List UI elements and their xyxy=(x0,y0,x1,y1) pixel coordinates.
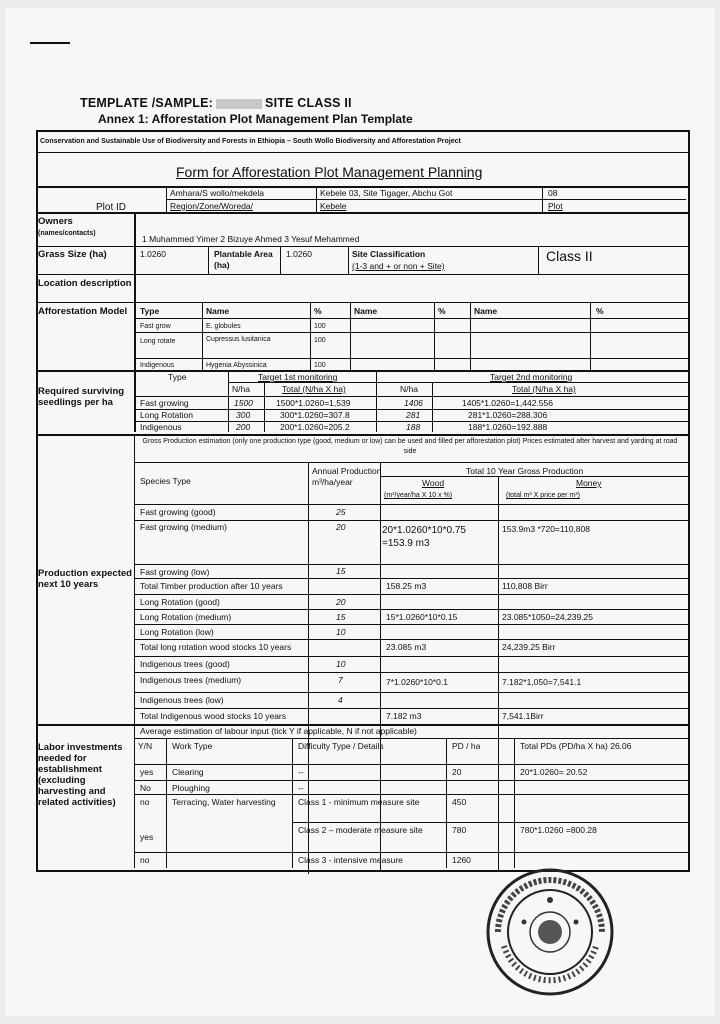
model-pct: 100 xyxy=(314,337,326,344)
divider xyxy=(134,564,688,565)
annual: 4 xyxy=(338,695,343,705)
form-frame xyxy=(36,130,688,870)
species: Indigenous trees (low) xyxy=(140,695,224,705)
labor-work: Ploughing xyxy=(172,783,210,793)
total10-header: Total 10 Year Gross Production xyxy=(466,466,584,476)
production-label: Production expected next 10 years xyxy=(38,568,132,590)
divider xyxy=(36,274,688,275)
divider xyxy=(292,822,688,823)
divider xyxy=(348,246,349,274)
form-title: Form for Afforestation Plot Management Planning xyxy=(176,164,483,180)
model-header-name: Name xyxy=(206,306,230,316)
species: Total Indigenous wood stocks 10 years xyxy=(140,711,287,721)
labor-pd: 1260 xyxy=(452,855,471,865)
owners-value: 1 Muhammed Yimer 2 Bizuye Ahmed 3 Yesuf Mehammed xyxy=(142,234,360,244)
annual: 15 xyxy=(336,566,346,576)
divider xyxy=(134,462,688,463)
seedling-t1: 1500*1.0260=1,539 xyxy=(276,398,351,408)
money: 23.085*1050=24,239.25 xyxy=(502,612,593,622)
species: Long Rotation (medium) xyxy=(140,612,232,622)
labor-yn: no xyxy=(140,797,150,807)
model-name: Cupressus lusitanica xyxy=(206,336,271,343)
model-name: E. globules xyxy=(206,323,241,330)
plot-id-label: Plot ID xyxy=(96,202,127,213)
template-prefix: TEMPLATE /SAMPLE: xyxy=(80,96,214,110)
divider xyxy=(134,852,688,853)
labor-work: Terracing, Water harvesting xyxy=(172,797,276,807)
total-header-1: Total (N/ha X ha) xyxy=(282,384,346,394)
labor-header-yn: Y/N xyxy=(138,741,153,751)
species: Total long rotation wood stocks 10 years xyxy=(140,642,292,652)
seedling-n2: 188 xyxy=(406,422,421,432)
labor-pd: 780 xyxy=(452,825,467,835)
species: Indigenous trees (medium) xyxy=(140,675,242,685)
labor-yn: No xyxy=(140,783,151,793)
owners-sublabel: (names/contacts) xyxy=(38,230,96,237)
divider xyxy=(166,738,167,868)
n-ha-header-1: N/ha xyxy=(232,384,250,394)
labor-pd: 450 xyxy=(452,797,467,807)
wood-header: Wood xyxy=(422,478,445,488)
target2-header: Target 2nd monitoring xyxy=(490,372,573,382)
divider xyxy=(380,462,381,872)
model-header-name3: Name xyxy=(474,306,498,316)
divider xyxy=(134,672,688,673)
divider xyxy=(542,186,543,212)
divider xyxy=(380,476,688,477)
model-pct: 100 xyxy=(314,362,326,369)
plantable-label: Plantable Area (ha) xyxy=(214,249,273,270)
official-seal-stamp xyxy=(484,866,616,998)
divider xyxy=(134,609,688,610)
divider xyxy=(134,738,688,739)
labor-label: Labor investments needed for establishment (excluding harvesting and related activities) xyxy=(38,742,123,808)
site-class-label: Site Classification xyxy=(352,249,426,259)
divider xyxy=(36,152,688,153)
divider xyxy=(134,656,688,657)
labor-difficulty: Class 2 – moderate measure site xyxy=(298,825,423,835)
site-class-sub: (1-3 and + or non + Site) xyxy=(352,261,445,271)
afforestation-model-label: Afforestation Model xyxy=(38,306,128,317)
money: 153.9m3 *720=110,808 xyxy=(502,524,590,534)
seedling-n1: 200 xyxy=(236,422,251,432)
labor-work: Clearing xyxy=(172,767,204,777)
seedling-type: Long Rotation xyxy=(140,410,193,420)
divider xyxy=(166,199,686,200)
divider xyxy=(470,302,471,370)
annual: 15 xyxy=(336,612,346,622)
divider xyxy=(292,738,293,868)
labor-note: Average estimation of labour input (tick Y if applicable, N if not applicable) xyxy=(140,726,417,736)
labor-yn: yes xyxy=(140,767,154,777)
divider xyxy=(538,246,539,274)
divider xyxy=(134,332,688,333)
n-ha-header-2: N/ha xyxy=(400,384,418,394)
annual: 10 xyxy=(336,627,346,637)
divider xyxy=(432,382,433,432)
divider xyxy=(134,624,688,625)
divider xyxy=(446,738,447,868)
species: Total Timber production after 10 years xyxy=(140,581,283,591)
annex-heading: Annex 1: Afforestation Plot Management Plan Template xyxy=(98,112,413,126)
template-heading xyxy=(80,96,352,110)
species: Long Rotation (good) xyxy=(140,597,220,607)
wood: 7*1.0260*10*0.1 xyxy=(386,677,448,687)
divider xyxy=(316,186,317,212)
model-name: Hygenia Abyssinica xyxy=(206,362,267,369)
seedling-t2: 1405*1.0260=1,442.556 xyxy=(462,398,553,408)
seedling-type: Indigenous xyxy=(140,422,182,432)
template-suffix: SITE CLASS II xyxy=(265,96,352,110)
divider xyxy=(264,382,265,432)
divider xyxy=(134,504,688,505)
labor-difficulty: Class 1 - minimum measure site xyxy=(298,797,420,807)
site-class-value: Class II xyxy=(546,248,593,264)
divider xyxy=(134,780,688,781)
plantable-value: 1.0260 xyxy=(286,249,312,259)
divider xyxy=(310,302,311,370)
labor-pd: 20 xyxy=(452,767,462,777)
species: Fast growing (medium) xyxy=(140,522,227,532)
species: Fast growing (good) xyxy=(140,507,216,517)
wood: 158.25 m3 xyxy=(386,581,427,591)
labor-header-difficulty: Difficulty Type / Details xyxy=(298,741,384,751)
divider xyxy=(434,302,435,370)
annual-header: Annual Production m³/ha/year xyxy=(312,466,382,487)
annual: 20 xyxy=(336,522,346,532)
seedling-n1: 1500 xyxy=(234,398,253,408)
model-type: Indigenous xyxy=(140,362,175,369)
seedling-type: Fast growing xyxy=(140,398,189,408)
money: 110,808 Birr xyxy=(502,581,548,591)
divider xyxy=(228,370,229,432)
seedling-t2: 281*1.0260=288.306 xyxy=(468,410,548,420)
redacted-mark xyxy=(216,99,262,109)
model-type: Fast grow xyxy=(140,323,171,330)
annual: 10 xyxy=(336,659,346,669)
model-header-type: Type xyxy=(140,306,160,316)
project-banner: Conservation and Sustainable Use of Biodiversity and Forests in Ethiopia – South Wollo Biodiversity and Afforestation Project xyxy=(40,138,461,145)
seedling-n1: 300 xyxy=(236,410,251,420)
model-header-pct2: % xyxy=(438,306,446,316)
grass-size-label: Grass Size (ha) xyxy=(38,249,107,260)
divider xyxy=(134,358,688,359)
divider xyxy=(590,302,591,370)
divider xyxy=(514,738,515,868)
labor-yn: yes xyxy=(140,832,154,842)
divider xyxy=(134,692,688,693)
kebele-value: Kebele 03, Site Tigager, Abchu Got xyxy=(320,188,453,198)
divider xyxy=(134,434,135,868)
annual: 25 xyxy=(336,507,346,517)
divider xyxy=(36,246,688,247)
species-header: Species Type xyxy=(140,476,191,486)
money: 24,239.25 Birr xyxy=(502,642,556,652)
wood: 23.085 m3 xyxy=(386,642,427,652)
wood: 15*1.0260*10*0.15 xyxy=(386,612,458,622)
divider xyxy=(36,370,688,372)
labor-yn: no xyxy=(140,855,150,865)
model-pct: 100 xyxy=(314,323,326,330)
money-header: Money xyxy=(576,478,602,488)
divider xyxy=(134,764,688,765)
labor-difficulty: -- xyxy=(298,767,304,777)
labor-total: 20*1.0260= 20.52 xyxy=(520,767,588,777)
owners-label-text: Owners xyxy=(38,216,73,227)
divider xyxy=(202,302,203,370)
labor-difficulty: Class 3 - intensive measure xyxy=(298,855,403,865)
wood: 7.182 m3 xyxy=(386,711,422,721)
divider xyxy=(134,520,688,521)
wood: 20*1.0260*10*0.75 =153.9 m3 xyxy=(382,525,466,549)
region-value: Amhara/S wollo/mekdela xyxy=(170,188,265,198)
divider xyxy=(134,794,688,795)
money-sub: (total m³ X price per m³) xyxy=(506,492,580,499)
grass-size-value: 1.0260 xyxy=(140,249,166,259)
dash-mark xyxy=(30,42,70,44)
labor-difficulty: -- xyxy=(298,783,304,793)
model-type: Long rotate xyxy=(140,338,176,345)
divider xyxy=(134,212,136,432)
plot-caption: Plot xyxy=(548,201,563,211)
plot-value: 08 xyxy=(548,188,558,198)
annual: 20 xyxy=(336,597,346,607)
region-caption: Region/Zone/Woreda/ xyxy=(170,201,254,211)
owners-label xyxy=(38,216,134,239)
divider xyxy=(134,578,688,579)
money: 7,541.1Birr xyxy=(502,711,544,721)
total-header-2: Total (N/ha X ha) xyxy=(512,384,576,394)
seedling-t1: 200*1.0260=205.2 xyxy=(280,422,350,432)
labor-header-total: Total PDs (PD/ha X ha) 26.06 xyxy=(520,741,632,751)
species: Fast growing (low) xyxy=(140,567,210,577)
divider xyxy=(134,708,688,709)
divider xyxy=(228,382,688,383)
divider xyxy=(134,396,688,397)
annual: 7 xyxy=(338,675,343,685)
labor-header-work: Work Type xyxy=(172,741,213,751)
model-header-pct3: % xyxy=(596,306,604,316)
seedling-n2: 1406 xyxy=(404,398,423,408)
kebele-caption: Kebele xyxy=(320,201,347,211)
target1-header: Target 1st monitoring xyxy=(258,372,338,382)
money: 7.182*1,050=7,541.1 xyxy=(502,677,582,687)
model-header-name2: Name xyxy=(354,306,378,316)
labor-total: 780*1.0260 =800.28 xyxy=(520,825,597,835)
divider xyxy=(350,302,351,370)
seedling-t2: 188*1.0260=192.888 xyxy=(468,422,548,432)
production-note: Gross Production estimation (only one production type (good, medium or low) can be used and filled per afforestation plot) Prices estimated after harvest and yarding at road side xyxy=(142,438,678,455)
wood-sub: (m³/year/ha X 10 x %) xyxy=(384,492,453,499)
location-label: Location description xyxy=(38,278,132,289)
divider xyxy=(134,639,688,640)
divider xyxy=(134,594,688,595)
divider xyxy=(308,462,309,874)
divider xyxy=(376,370,377,432)
required-seedlings-label: Required surviving seedlings per ha xyxy=(38,386,125,408)
species: Indigenous trees (good) xyxy=(140,659,230,669)
seedling-n2: 281 xyxy=(406,410,421,420)
species: Long Rotation (low) xyxy=(140,627,214,637)
seedling-type-header: Type xyxy=(168,372,187,382)
divider xyxy=(208,246,209,274)
model-header-pct: % xyxy=(314,306,322,316)
divider xyxy=(134,318,688,319)
seedling-t1: 300*1.0260=307.8 xyxy=(280,410,350,420)
divider xyxy=(498,476,499,872)
labor-header-pd: PD / ha xyxy=(452,741,481,751)
divider xyxy=(280,246,281,274)
